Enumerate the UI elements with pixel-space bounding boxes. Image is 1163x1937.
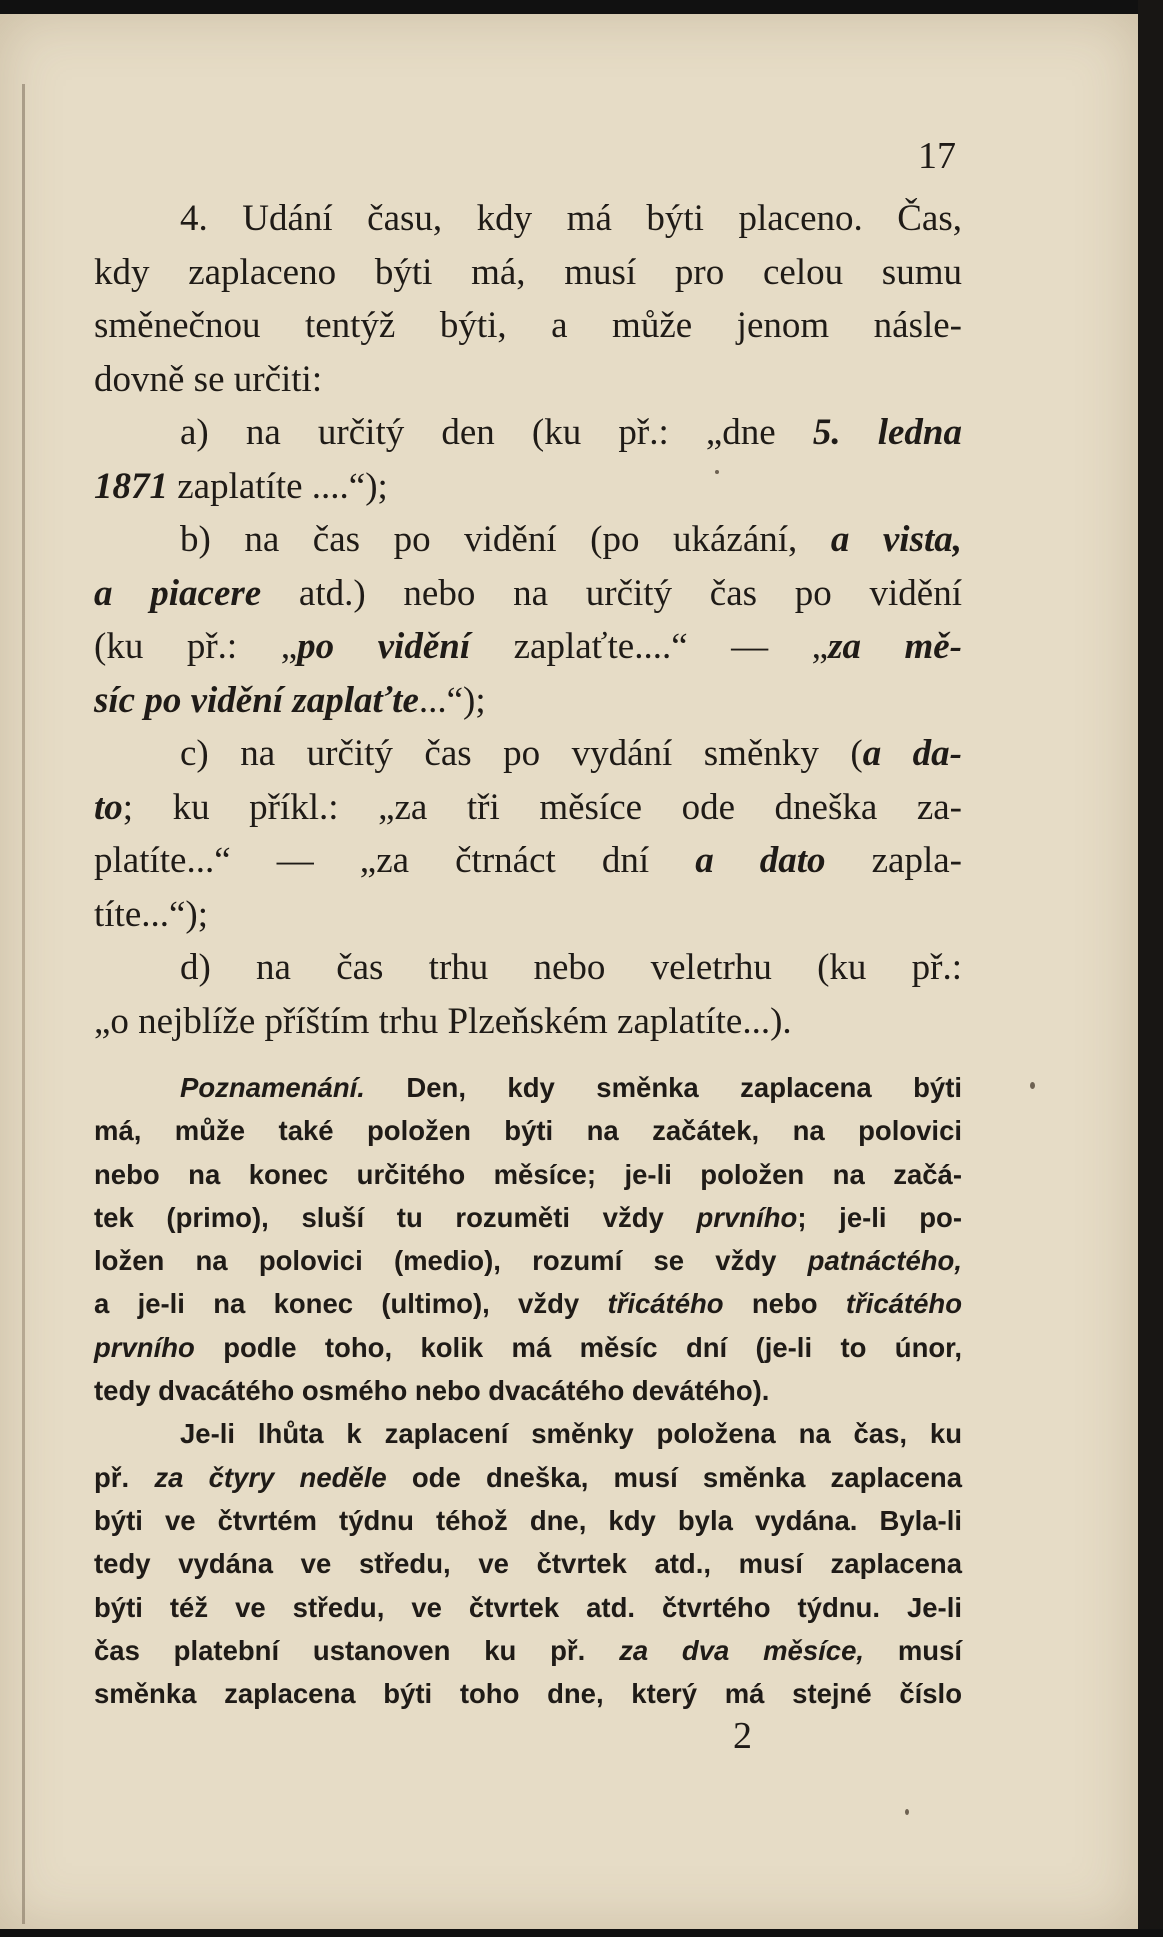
text-run: „o nejblíže příštím trhu Plzeňském zaplatíte...). bbox=[94, 1000, 792, 1042]
text-line bbox=[94, 1499, 962, 1542]
text-line bbox=[94, 781, 962, 835]
text-line bbox=[94, 1109, 962, 1152]
text-run: tek (primo), sluší tu rozuměti vždy bbox=[94, 1201, 697, 1233]
text-line bbox=[94, 1326, 962, 1369]
text-run: tedy dvacátého osmého nebo dvacátého devátého). bbox=[94, 1375, 770, 1407]
text-line bbox=[94, 1066, 962, 1109]
emphasis-text: po vidění bbox=[297, 626, 471, 667]
text-run: býti ve čtvrtém týdnu téhož dne, kdy byla vydána. Byla-li bbox=[94, 1504, 962, 1536]
text-run: podle toho, kolik má měsíc dní (je-li to únor, bbox=[194, 1331, 962, 1363]
text-run: tedy vydána ve středu, ve čtvrtek atd., musí zaplacena bbox=[94, 1548, 962, 1580]
text-line bbox=[94, 888, 962, 942]
paper-speck bbox=[905, 1809, 909, 1815]
text-run: títe...“); bbox=[94, 893, 209, 935]
text-line bbox=[94, 192, 962, 246]
text-run: ; ku příkl.: „za tři měsíce ode dneška za- bbox=[122, 786, 962, 828]
text-line bbox=[94, 513, 962, 567]
text-run: ode dneška, musí směnka zaplacena bbox=[386, 1461, 963, 1493]
text-line bbox=[94, 1282, 962, 1325]
text-run: dovně se určiti: bbox=[94, 358, 323, 400]
text-line bbox=[94, 1586, 962, 1629]
text-line bbox=[94, 406, 962, 460]
text-run: a) na určitý den (ku př.: „dne bbox=[180, 412, 813, 453]
text-run: zaplatíte ....“); bbox=[168, 465, 388, 507]
text-run: a je-li na konec (ultimo), vždy bbox=[94, 1288, 608, 1320]
text-line bbox=[94, 460, 962, 514]
text-run: c) na určitý čas po vydání směnky ( bbox=[180, 733, 863, 774]
text-line bbox=[94, 995, 962, 1049]
paper-speck bbox=[1030, 1082, 1035, 1089]
emphasis-text: třicátého bbox=[845, 1288, 962, 1320]
text-line bbox=[94, 620, 962, 674]
emphasis-text: 1871 bbox=[94, 465, 168, 507]
text-run: platíte...“ — „za čtrnáct dní bbox=[94, 840, 696, 881]
emphasis-text: za dva měsíce, bbox=[619, 1634, 865, 1666]
text-line bbox=[94, 246, 962, 300]
text-run: kdy zaplaceno býti má, musí pro celou sumu bbox=[94, 251, 962, 293]
text-line bbox=[94, 1196, 962, 1239]
right-scan-border bbox=[1138, 0, 1163, 1937]
text-line bbox=[94, 834, 962, 888]
text-run: b) na čas po vidění (po ukázání, bbox=[180, 519, 831, 560]
emphasis-text: třicátého bbox=[607, 1288, 724, 1320]
emphasis-text: za čtyry neděle bbox=[154, 1461, 387, 1493]
text-line bbox=[94, 353, 962, 407]
emphasis-text: za mě- bbox=[828, 626, 962, 667]
text-run: býti též ve středu, ve čtvrtek atd. čtvrtého týdnu. Je-li bbox=[94, 1591, 962, 1623]
text-line bbox=[94, 1369, 962, 1412]
emphasis-text: Poznamenání. bbox=[180, 1072, 365, 1103]
text-line bbox=[94, 674, 962, 728]
text-line bbox=[94, 727, 962, 781]
text-run: zaplaťte....“ — „ bbox=[470, 626, 829, 667]
text-run: ; je-li po- bbox=[797, 1201, 962, 1233]
signature-mark: 2 bbox=[733, 1715, 752, 1757]
text-run: ...“); bbox=[418, 679, 486, 721]
emphasis-text: patnáctého, bbox=[807, 1245, 962, 1277]
bottom-scan-border bbox=[0, 1929, 1163, 1937]
text-line bbox=[94, 299, 962, 353]
page-left-edge bbox=[22, 84, 25, 1924]
top-scan-border bbox=[0, 0, 1163, 14]
text-line bbox=[94, 1672, 962, 1715]
note-text bbox=[94, 1066, 962, 1715]
text-line bbox=[94, 941, 962, 995]
paper-speck bbox=[715, 470, 719, 474]
emphasis-text: a dato bbox=[695, 840, 826, 881]
emphasis-text: prvního bbox=[94, 1331, 195, 1363]
emphasis-text: a piacere bbox=[94, 572, 262, 614]
text-run: nebo na konec určitého měsíce; je-li položen na začá- bbox=[94, 1158, 962, 1190]
text-run: ložen na polovici (medio), rozumí se vždy bbox=[94, 1245, 808, 1277]
emphasis-text: 5. ledna bbox=[812, 412, 962, 453]
emphasis-text: síc po vidění zaplaťte bbox=[94, 679, 419, 721]
emphasis-text: prvního bbox=[696, 1201, 798, 1233]
text-run: směnka zaplacena býti toho dne, který má stejné číslo bbox=[94, 1678, 962, 1710]
emphasis-text: to bbox=[94, 786, 123, 828]
text-run: d) na čas trhu nebo veletrhu (ku př.: bbox=[180, 947, 962, 988]
text-run: směnečnou tentýž býti, a může jenom násle- bbox=[94, 305, 962, 346]
main-text bbox=[94, 192, 962, 1048]
text-run: Den, kdy směnka zaplacena býti bbox=[364, 1072, 962, 1103]
text-line bbox=[94, 1153, 962, 1196]
text-line bbox=[94, 1629, 962, 1672]
text-line bbox=[94, 1412, 962, 1455]
text-run: čas platební ustanoven ku př. bbox=[94, 1634, 620, 1666]
text-line bbox=[94, 1239, 962, 1282]
text-run: má, může také položen býti na začátek, na polovici bbox=[94, 1115, 962, 1147]
book-page bbox=[0, 14, 1138, 1929]
text-run: 4. Udání času, kdy má býti placeno. Čas, bbox=[180, 198, 962, 239]
text-run: zapla- bbox=[825, 840, 963, 881]
text-line bbox=[94, 1456, 962, 1499]
text-run: Je-li lhůta k zaplacení směnky položena na čas, ku bbox=[180, 1418, 962, 1450]
text-run: musí bbox=[864, 1634, 963, 1666]
emphasis-text: a vista, bbox=[830, 519, 962, 560]
emphasis-text: a da- bbox=[862, 733, 962, 774]
text-line bbox=[94, 567, 962, 621]
text-run: atd.) nebo na určitý čas po vidění bbox=[261, 572, 962, 614]
text-run: (ku př.: „ bbox=[94, 626, 298, 667]
page-number: 17 bbox=[918, 135, 956, 177]
text-run: nebo bbox=[723, 1288, 846, 1320]
text-run: př. bbox=[94, 1461, 155, 1493]
text-line bbox=[94, 1542, 962, 1585]
